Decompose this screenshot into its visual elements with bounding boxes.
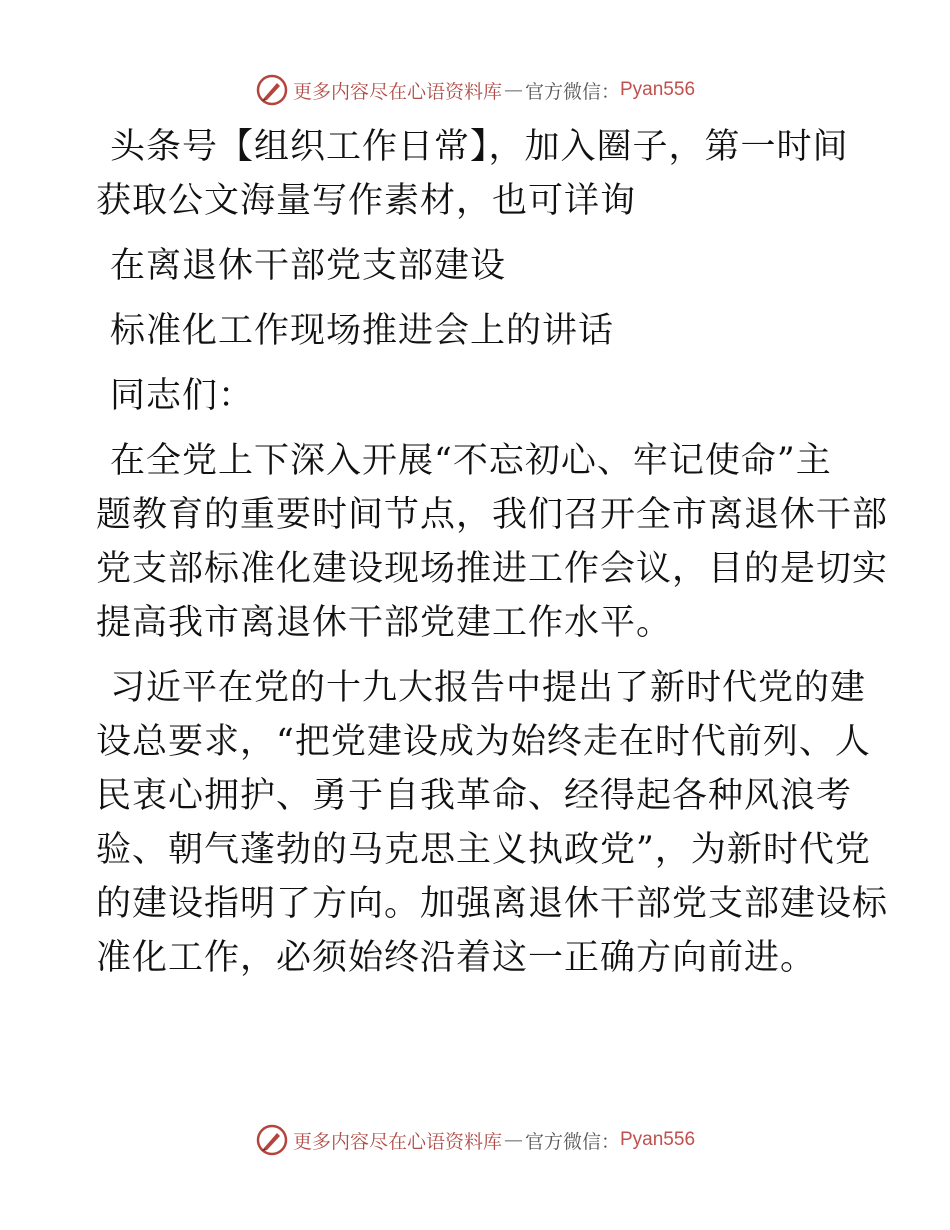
footer-banner bbox=[0, 1120, 950, 1160]
text-line: 获取公文海量写作素材，也可详询 bbox=[96, 181, 637, 221]
text-line: 的建设指明了方向。加强离退休干部党支部建设标 bbox=[96, 884, 889, 924]
banner-dash: — bbox=[503, 1129, 523, 1151]
banner-wechat-id: Pyan556 bbox=[620, 79, 696, 100]
header-banner bbox=[0, 70, 950, 110]
text-line: 验、朝气蓬勃的马克思主义执政党”，为新时代党 bbox=[96, 830, 871, 870]
text-line: 党支部标准化建设现场推进工作会议，目的是切实 bbox=[96, 549, 889, 589]
pen-logo-icon bbox=[255, 1123, 289, 1157]
text-line: 提高我市离退休干部党建工作水平。 bbox=[96, 603, 673, 643]
paragraph-2 bbox=[96, 661, 889, 985]
banner-dash: — bbox=[503, 79, 523, 101]
salutation bbox=[96, 369, 856, 423]
text-line: 民衷心拥护、勇于自我革命、经得起各种风浪考 bbox=[96, 776, 853, 816]
text-line: 准化工作，必须始终沿着这一正确方向前进。 bbox=[96, 938, 817, 978]
paragraph-1 bbox=[96, 434, 889, 650]
banner-text: 更多内容尽在心语资料库 bbox=[292, 80, 502, 103]
text-line: 在全党上下深入开展“不忘初心、牢记使命”主 bbox=[110, 441, 832, 481]
text-line: 习近平在党的十九大报告中提出了新时代党的建 bbox=[110, 668, 867, 708]
text-line: 同志们： bbox=[110, 376, 255, 416]
document-body bbox=[96, 120, 889, 996]
text-line: 设总要求，“把党建设成为始终走在时代前列、人 bbox=[96, 722, 871, 762]
banner-text: 更多内容尽在心语资料库 bbox=[292, 1130, 502, 1153]
banner-wechat-id: Pyan556 bbox=[620, 1129, 696, 1150]
text-line: 在离退休干部党支部建设 bbox=[110, 246, 507, 286]
title-line-2 bbox=[96, 304, 856, 358]
banner-wechat-label: 官方微信： bbox=[524, 80, 620, 103]
banner-wechat-label: 官方微信： bbox=[524, 1130, 620, 1153]
pen-logo-icon bbox=[255, 73, 289, 107]
text-line: 头条号【组织工作日常】，加入圈子，第一时间 bbox=[110, 127, 849, 167]
title-line-1 bbox=[96, 239, 856, 293]
text-line: 标准化工作现场推进会上的讲话 bbox=[110, 311, 615, 351]
text-line: 题教育的重要时间节点，我们召开全市离退休干部 bbox=[96, 495, 889, 535]
paragraph-intro bbox=[96, 120, 856, 228]
